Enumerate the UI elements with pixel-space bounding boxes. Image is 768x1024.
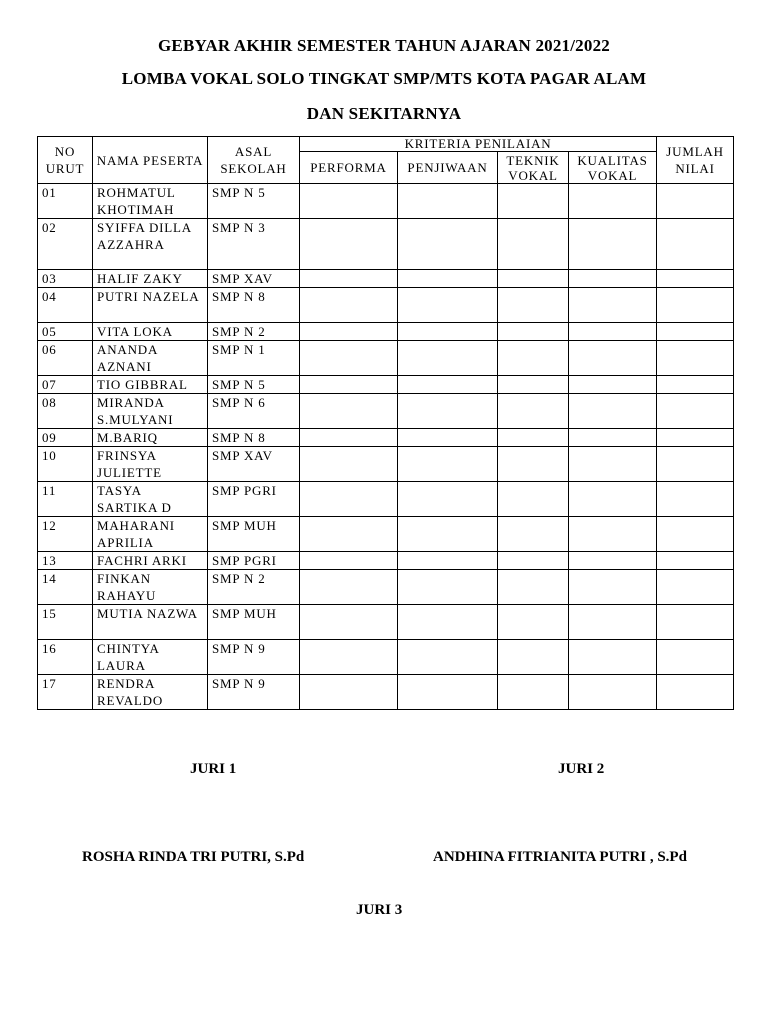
score-teknik-vokal (498, 184, 569, 219)
score-kualitas-vokal (569, 605, 657, 640)
table-row (38, 341, 734, 376)
row-number: 06 (38, 341, 93, 376)
score-total (657, 341, 734, 376)
score-kualitas-vokal (569, 640, 657, 675)
participant-name: MUTIA NAZWA (93, 605, 208, 640)
row-number: 14 (38, 570, 93, 605)
score-total (657, 605, 734, 640)
score-kualitas-vokal (569, 184, 657, 219)
participant-school: SMP XAV (208, 270, 300, 288)
participant-name: FACHRI ARKI (93, 552, 208, 570)
score-penjiwaan (398, 552, 498, 570)
score-total (657, 640, 734, 675)
participant-school: SMP N 2 (208, 323, 300, 341)
table-row (38, 323, 734, 341)
score-total (657, 482, 734, 517)
document-title-line-1: GEBYAR AKHIR SEMESTER TAHUN AJARAN 2021/2022 (158, 36, 610, 55)
score-penjiwaan (398, 288, 498, 323)
participant-school: SMP N 1 (208, 341, 300, 376)
participant-school: SMP N 6 (208, 394, 300, 429)
participant-school: SMP XAV (208, 447, 300, 482)
header-performa: PERFORMA (300, 152, 398, 184)
header-kriteria-penilaian: KRITERIA PENILAIAN (300, 137, 657, 152)
document-title-line-2: LOMBA VOKAL SOLO TINGKAT SMP/MTS KOTA PAGAR ALAM (121, 69, 647, 88)
participant-school: SMP N 3 (208, 219, 300, 270)
header-jumlah-nilai: JUMLAH NILAI (657, 137, 734, 184)
score-teknik-vokal (498, 376, 569, 394)
score-teknik-vokal (498, 219, 569, 270)
score-kualitas-vokal (569, 219, 657, 270)
score-total (657, 270, 734, 288)
table-row (38, 675, 734, 710)
score-performa (300, 429, 398, 447)
score-total (657, 219, 734, 270)
participant-school: SMP MUH (208, 517, 300, 552)
score-kualitas-vokal (569, 482, 657, 517)
table-row (38, 482, 734, 517)
score-performa (300, 640, 398, 675)
score-teknik-vokal (498, 270, 569, 288)
document-title-line-3: DAN SEKITARNYA (306, 104, 462, 123)
row-number: 11 (38, 482, 93, 517)
participant-name: ANANDA AZNANI (93, 341, 208, 376)
row-number: 08 (38, 394, 93, 429)
juri-1-label: JURI 1 (190, 761, 237, 777)
participant-name: VITA LOKA (93, 323, 208, 341)
score-penjiwaan (398, 447, 498, 482)
score-teknik-vokal (498, 517, 569, 552)
score-performa (300, 394, 398, 429)
participant-school: SMP N 2 (208, 570, 300, 605)
score-kualitas-vokal (569, 429, 657, 447)
score-teknik-vokal (498, 341, 569, 376)
score-total (657, 552, 734, 570)
participant-name: PUTRI NAZELA (93, 288, 208, 323)
row-number: 07 (38, 376, 93, 394)
score-penjiwaan (398, 270, 498, 288)
row-number: 17 (38, 675, 93, 710)
score-total (657, 376, 734, 394)
row-number: 01 (38, 184, 93, 219)
table-row (38, 605, 734, 640)
header-nama-peserta: NAMA PESERTA (93, 137, 208, 184)
score-performa (300, 482, 398, 517)
score-kualitas-vokal (569, 675, 657, 710)
score-kualitas-vokal (569, 341, 657, 376)
score-kualitas-vokal (569, 570, 657, 605)
score-total (657, 323, 734, 341)
juri-1-name: ROSHA RINDA TRI PUTRI, S.Pd (82, 849, 305, 865)
score-kualitas-vokal (569, 517, 657, 552)
score-total (657, 675, 734, 710)
header-asal-sekolah: ASAL SEKOLAH (208, 137, 300, 184)
header-teknik-vokal: TEKNIK VOKAL (498, 152, 569, 184)
participant-school: SMP N 5 (208, 376, 300, 394)
score-performa (300, 570, 398, 605)
score-total (657, 517, 734, 552)
table-row (38, 219, 734, 270)
participant-name: M.BARIQ (93, 429, 208, 447)
participant-school: SMP MUH (208, 605, 300, 640)
participant-school: SMP N 9 (208, 640, 300, 675)
row-number: 02 (38, 219, 93, 270)
score-performa (300, 219, 398, 270)
score-performa (300, 288, 398, 323)
table-row (38, 570, 734, 605)
score-penjiwaan (398, 675, 498, 710)
score-teknik-vokal (498, 429, 569, 447)
score-performa (300, 341, 398, 376)
score-performa (300, 605, 398, 640)
score-total (657, 184, 734, 219)
score-penjiwaan (398, 429, 498, 447)
participant-school: SMP PGRI (208, 482, 300, 517)
header-kualitas-vokal: KUALITAS VOKAL (569, 152, 657, 184)
score-performa (300, 517, 398, 552)
score-table (37, 136, 734, 710)
score-teknik-vokal (498, 447, 569, 482)
row-number: 09 (38, 429, 93, 447)
participant-name: MIRANDA S.MULYANI (93, 394, 208, 429)
score-kualitas-vokal (569, 323, 657, 341)
table-row (38, 376, 734, 394)
score-teknik-vokal (498, 482, 569, 517)
score-penjiwaan (398, 184, 498, 219)
participant-school: SMP N 5 (208, 184, 300, 219)
participant-name: HALIF ZAKY (93, 270, 208, 288)
score-total (657, 570, 734, 605)
score-penjiwaan (398, 323, 498, 341)
juri-3-label: JURI 3 (356, 902, 403, 918)
score-kualitas-vokal (569, 447, 657, 482)
participant-school: SMP N 8 (208, 288, 300, 323)
header-no-urut: NO URUT (38, 137, 93, 184)
participant-name: ROHMATUL KHOTIMAH (93, 184, 208, 219)
score-teknik-vokal (498, 323, 569, 341)
score-teknik-vokal (498, 552, 569, 570)
participant-name: CHINTYA LAURA (93, 640, 208, 675)
score-total (657, 394, 734, 429)
participant-name: MAHARANI APRILIA (93, 517, 208, 552)
juri-2-name: ANDHINA FITRIANITA PUTRI , S.Pd (433, 849, 687, 865)
table-row (38, 640, 734, 675)
score-penjiwaan (398, 517, 498, 552)
row-number: 05 (38, 323, 93, 341)
row-number: 16 (38, 640, 93, 675)
table-row (38, 447, 734, 482)
score-table-body (38, 184, 734, 710)
row-number: 13 (38, 552, 93, 570)
juri-2-label: JURI 2 (558, 761, 605, 777)
participant-name: FINKAN RAHAYU (93, 570, 208, 605)
row-number: 04 (38, 288, 93, 323)
participant-name: RENDRA REVALDO (93, 675, 208, 710)
participant-school: SMP PGRI (208, 552, 300, 570)
score-teknik-vokal (498, 394, 569, 429)
participant-name: TASYA SARTIKA D (93, 482, 208, 517)
score-performa (300, 675, 398, 710)
score-kualitas-vokal (569, 376, 657, 394)
score-performa (300, 323, 398, 341)
score-teknik-vokal (498, 288, 569, 323)
participant-name: FRINSYA JULIETTE (93, 447, 208, 482)
score-performa (300, 376, 398, 394)
score-penjiwaan (398, 482, 498, 517)
row-number: 12 (38, 517, 93, 552)
table-row (38, 184, 734, 219)
row-number: 03 (38, 270, 93, 288)
score-kualitas-vokal (569, 552, 657, 570)
score-kualitas-vokal (569, 288, 657, 323)
table-row (38, 288, 734, 323)
score-penjiwaan (398, 605, 498, 640)
score-penjiwaan (398, 376, 498, 394)
score-penjiwaan (398, 394, 498, 429)
participant-school: SMP N 8 (208, 429, 300, 447)
score-teknik-vokal (498, 605, 569, 640)
score-penjiwaan (398, 640, 498, 675)
participant-school: SMP N 9 (208, 675, 300, 710)
score-performa (300, 447, 398, 482)
table-row (38, 394, 734, 429)
score-total (657, 429, 734, 447)
score-kualitas-vokal (569, 270, 657, 288)
row-number: 10 (38, 447, 93, 482)
score-performa (300, 184, 398, 219)
table-row (38, 517, 734, 552)
score-performa (300, 552, 398, 570)
row-number: 15 (38, 605, 93, 640)
score-total (657, 447, 734, 482)
table-row (38, 270, 734, 288)
header-penjiwaan: PENJIWAAN (398, 152, 498, 184)
score-performa (300, 270, 398, 288)
participant-name: TIO GIBBRAL (93, 376, 208, 394)
score-total (657, 288, 734, 323)
score-penjiwaan (398, 219, 498, 270)
table-row (38, 429, 734, 447)
score-teknik-vokal (498, 570, 569, 605)
score-penjiwaan (398, 570, 498, 605)
score-penjiwaan (398, 341, 498, 376)
table-row (38, 552, 734, 570)
participant-name: SYIFFA DILLA AZZAHRA (93, 219, 208, 270)
score-teknik-vokal (498, 675, 569, 710)
score-kualitas-vokal (569, 394, 657, 429)
score-teknik-vokal (498, 640, 569, 675)
